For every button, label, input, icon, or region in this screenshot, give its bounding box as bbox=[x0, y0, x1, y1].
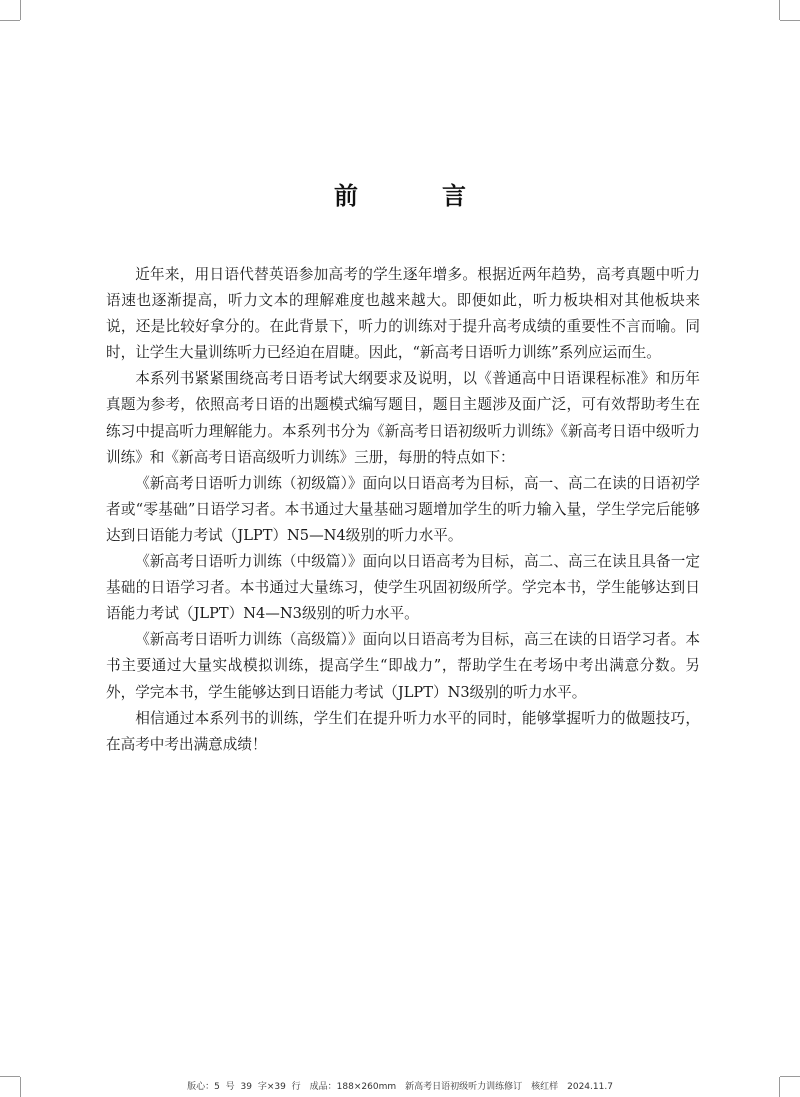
crop-mark-top-right-v bbox=[779, 0, 780, 20]
paragraph: 《新高考日语听力训练（初级篇）》面向以日语高考为目标，高一、高二在读的日语初学者或“零基础”日语学习者。本书通过大量基础习题增加学生的听力输入量，学生学完后能够达到日语能力考试（JLPT）N5—N4级别的听力水平。 bbox=[106, 474, 700, 544]
paragraph: 相信通过本系列书的训练，学生们在提升听力水平的同时，能够掌握听力的做题技巧，在高考中考出满意成绩！ bbox=[106, 709, 700, 753]
crop-mark-top-left-v bbox=[20, 0, 21, 20]
page-title: 前 言 bbox=[334, 182, 496, 210]
print-slug-footer: 版心：5 号 39 字×39 行 成品：188×260mm 新高考日语初级听力训练修订 核红样 2024.11.7 bbox=[187, 1082, 613, 1092]
crop-mark-bottom-left-h bbox=[0, 1076, 20, 1077]
preface-body bbox=[106, 262, 700, 758]
paragraph: 近年来，用日语代替英语参加高考的学生逐年增多。根据近两年趋势，高考真题中听力语速也逐渐提高，听力文本的理解难度也越来越大。即便如此，听力板块相对其他板块来说，还是比较好拿分的。在此背景下，听力的训练对于提升高考成绩的重要性不言而喻。同时，让学生大量训练听力已经迫在眉睫。因此，“新高考日语听力训练”系列应运而生。 bbox=[106, 266, 700, 362]
crop-mark-bottom-right-h bbox=[780, 1076, 800, 1077]
crop-mark-top-right-h bbox=[780, 20, 800, 21]
crop-mark-top-left-h bbox=[0, 20, 20, 21]
paragraph: 本系列书紧紧围绕高考日语考试大纲要求及说明，以《普通高中日语课程标准》和历年真题为参考，依照高考日语的出题模式编写题目，题目主题涉及面广泛，可有效帮助考生在练习中提高听力理解能力。本系列书分为《新高考日语初级听力训练》《新高考日语中级听力训练》和《新高考日语高级听力训练》三册，每册的特点如下： bbox=[106, 370, 700, 466]
paragraph: 《新高考日语听力训练（中级篇）》面向以日语高考为目标，高二、高三在读且具备一定基础的日语学习者。本书通过大量练习，使学生巩固初级所学。学完本书，学生能够达到日语能力考试（JLPT）N4—N3级别的听力水平。 bbox=[106, 553, 700, 623]
paragraph: 《新高考日语听力训练（高级篇）》面向以日语高考为目标，高三在读的日语学习者。本书主要通过大量实战模拟训练，提高学生“即战力”，帮助学生在考场中考出满意分数。另外，学完本书，学生能够达到日语能力考试（JLPT）N3级别的听力水平。 bbox=[106, 631, 700, 701]
